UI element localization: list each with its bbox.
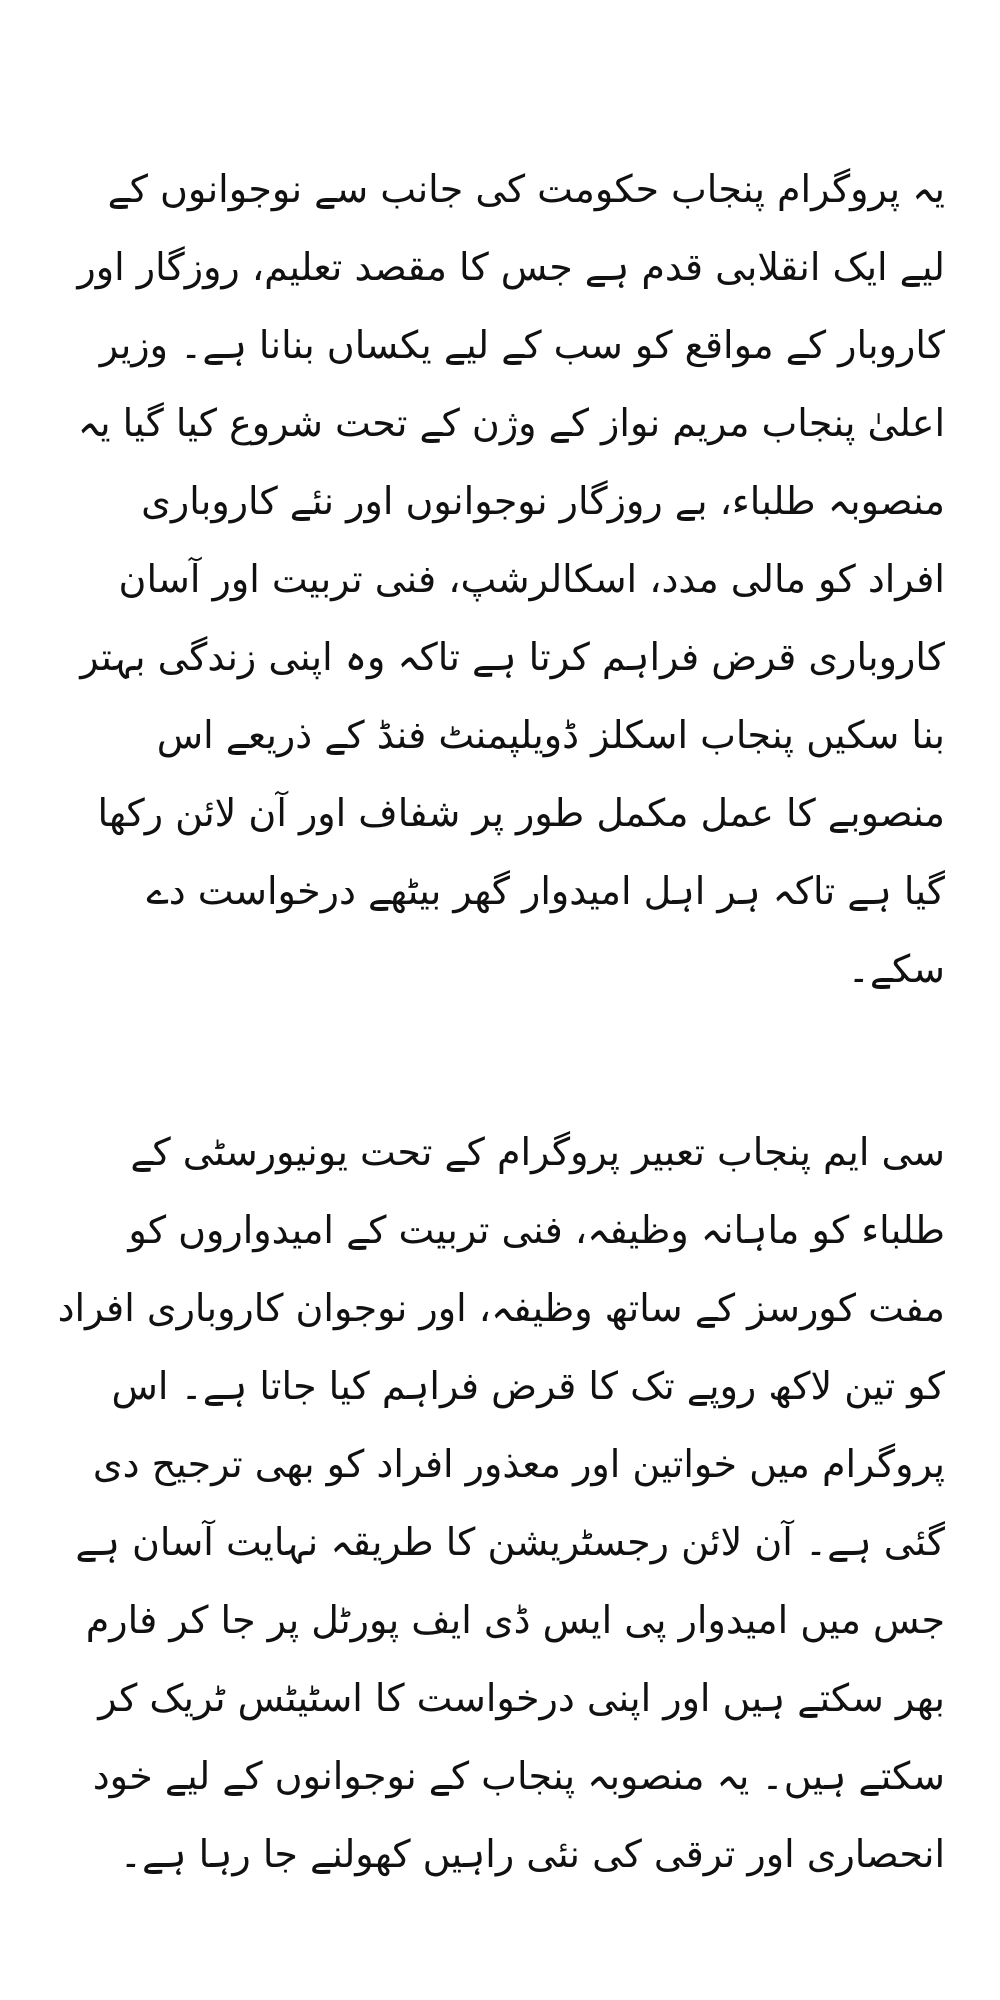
paragraph-program-benefits: سی ایم پنجاب تعبیر پروگرام کے تحت یونیورسٹی کے طلباء کو ماہانہ وظیفہ، فنی تربیت کے امیدواروں کو مفت کورسز کے ساتھ وظیفہ، اور نوجوان کاروباری افراد کو تین لاکھ روپے تک کا قرض فراہم کیا جاتا ہے۔ اس پروگرام میں خواتین اور معذور افراد کو بھی ترجیح دی گئی ہے۔ آن لائن رجسٹریشن کا طریقہ نہایت آسان ہے جس میں امیدوار پی ایس ڈی ایف پورٹل پر جا کر فارم بھر سکتے ہیں اور اپنی درخواست کا اسٹیٹس ٹریک کر سکتے ہیں۔ یہ منصوبہ پنجاب کے نوجوانوں کے لیے خود انحصاری اور ترقی کی نئی راہیں کھولنے جا رہا ہے۔ <box>57 1130 945 1876</box>
paragraph-program-intro: یہ پروگرام پنجاب حکومت کی جانب سے نوجوانوں کے لیے ایک انقلابی قدم ہے جس کا مقصد تعلیم، روزگار اور کاروبار کے مواقع کو سب کے لیے یکساں بنانا ہے۔ وزیر اعلیٰ پنجاب مریم نواز کے وژن کے تحت شروع کیا گیا یہ منصوبہ طلباء، بے روزگار نوجوانوں اور نئے کاروباری افراد کو مالی مدد، اسکالرشپ، فنی تربیت اور آسان کاروباری قرض فراہم کرتا ہے تاکہ وہ اپنی زندگی بہتر بنا سکیں پنجاب اسکلز ڈویلپمنٹ فنڈ کے ذریعے اس منصوبے کا عمل مکمل طور پر شفاف اور آن لائن رکھا گیا ہے تاکہ ہر اہل امیدوار گھر بیٹھے درخواست دے سکے۔ <box>77 167 945 991</box>
